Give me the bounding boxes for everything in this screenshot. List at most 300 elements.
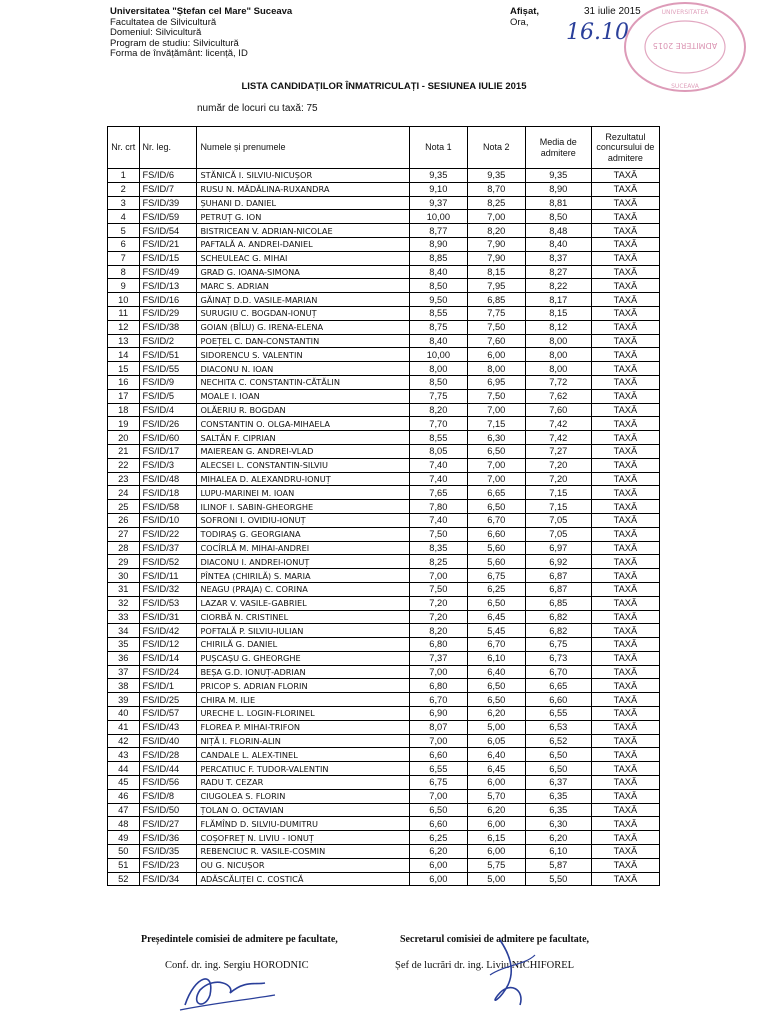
cell-name: NEAGU (PRAJA) C. CORINA — [197, 582, 409, 596]
cell-nota1: 8,90 — [409, 237, 467, 251]
cell-nota2: 6,00 — [467, 845, 525, 859]
table-row — [108, 472, 660, 486]
cell-leg: FS/ID/22 — [139, 527, 197, 541]
cell-result: TAXĂ — [591, 472, 659, 486]
cell-media: 8,15 — [525, 306, 591, 320]
cell-media: 6,35 — [525, 789, 591, 803]
svg-text:UNIVERSITATEA: UNIVERSITATEA — [661, 9, 709, 16]
cell-name: CIORBĂ N. CRISTINEL — [197, 610, 409, 624]
cell-leg: FS/ID/49 — [139, 265, 197, 279]
table-row — [108, 762, 660, 776]
cell-nr: 41 — [108, 720, 140, 734]
cell-nota2: 7,90 — [467, 237, 525, 251]
cell-name: GĂINAȚ D.D. VASILE-MARIAN — [197, 293, 409, 307]
cell-nr: 14 — [108, 348, 140, 362]
cell-name: RUSU N. MĂDĂLINA-RUXANDRA — [197, 182, 409, 196]
cell-nr: 12 — [108, 320, 140, 334]
cell-media: 7,05 — [525, 513, 591, 527]
cell-nota1: 8,40 — [409, 265, 467, 279]
cell-leg: FS/ID/17 — [139, 444, 197, 458]
table-row — [108, 527, 660, 541]
table-row — [108, 182, 660, 196]
cell-leg: FS/ID/59 — [139, 210, 197, 224]
cell-nr: 25 — [108, 500, 140, 514]
cell-nota1: 10,00 — [409, 348, 467, 362]
table-row — [108, 555, 660, 569]
cell-media: 6,92 — [525, 555, 591, 569]
cell-result: TAXĂ — [591, 169, 659, 183]
cell-result: TAXĂ — [591, 265, 659, 279]
cell-media: 7,27 — [525, 444, 591, 458]
cell-result: TAXĂ — [591, 334, 659, 348]
cell-leg: FS/ID/1 — [139, 679, 197, 693]
table-row — [108, 169, 660, 183]
cell-nr: 45 — [108, 776, 140, 790]
cell-name: TODIRAȘ G. GEORGIANA — [197, 527, 409, 541]
cell-nr: 46 — [108, 789, 140, 803]
cell-leg: FS/ID/34 — [139, 872, 197, 886]
cell-leg: FS/ID/29 — [139, 306, 197, 320]
cell-name: RADU T. CEZAR — [197, 776, 409, 790]
cell-nr: 32 — [108, 596, 140, 610]
cell-media: 9,35 — [525, 169, 591, 183]
table-row — [108, 610, 660, 624]
cell-result: TAXĂ — [591, 293, 659, 307]
cell-nota1: 7,00 — [409, 789, 467, 803]
cell-leg: FS/ID/26 — [139, 417, 197, 431]
cell-leg: FS/ID/60 — [139, 431, 197, 445]
cell-result: TAXĂ — [591, 279, 659, 293]
table-row — [108, 486, 660, 500]
cell-result: TAXĂ — [591, 196, 659, 210]
cell-name: ȘUHANI D. DANIEL — [197, 196, 409, 210]
cell-nr: 51 — [108, 858, 140, 872]
cell-nota2: 6,50 — [467, 596, 525, 610]
cell-result: TAXĂ — [591, 500, 659, 514]
cell-nr: 1 — [108, 169, 140, 183]
table-row — [108, 638, 660, 652]
cell-name: BEȘA G.D. IONUȚ-ADRIAN — [197, 665, 409, 679]
table-row — [108, 845, 660, 859]
cell-name: PUȘCAȘU G. GHEORGHE — [197, 651, 409, 665]
col-header-name: Numele și prenumele — [197, 127, 409, 169]
table-row — [108, 624, 660, 638]
cell-name: SIDORENCU S. VALENTIN — [197, 348, 409, 362]
cell-leg: FS/ID/21 — [139, 237, 197, 251]
table-row — [108, 362, 660, 376]
table-row — [108, 320, 660, 334]
cell-media: 6,87 — [525, 582, 591, 596]
cell-leg: FS/ID/7 — [139, 182, 197, 196]
table-row — [108, 693, 660, 707]
cell-name: CONSTANTIN O. OLGA-MIHAELA — [197, 417, 409, 431]
cell-result: TAXĂ — [591, 858, 659, 872]
cell-nota1: 6,90 — [409, 707, 467, 721]
cell-nota2: 6,10 — [467, 651, 525, 665]
cell-result: TAXĂ — [591, 251, 659, 265]
cell-leg: FS/ID/15 — [139, 251, 197, 265]
table-row — [108, 651, 660, 665]
cell-nota1: 6,60 — [409, 817, 467, 831]
cell-media: 8,37 — [525, 251, 591, 265]
cell-leg: FS/ID/5 — [139, 389, 197, 403]
cell-name: PRICOP S. ADRIAN FLORIN — [197, 679, 409, 693]
cell-nr: 44 — [108, 762, 140, 776]
cell-nota1: 9,10 — [409, 182, 467, 196]
cell-nota2: 8,70 — [467, 182, 525, 196]
cell-leg: FS/ID/32 — [139, 582, 197, 596]
cell-nota1: 6,50 — [409, 803, 467, 817]
table-row — [108, 431, 660, 445]
cell-result: TAXĂ — [591, 486, 659, 500]
cell-leg: FS/ID/13 — [139, 279, 197, 293]
cell-nr: 11 — [108, 306, 140, 320]
time-label: Ora, — [510, 16, 529, 28]
cell-media: 5,50 — [525, 872, 591, 886]
cell-nota1: 6,60 — [409, 748, 467, 762]
president-signature — [175, 955, 285, 1015]
cell-media: 6,53 — [525, 720, 591, 734]
cell-nota2: 6,20 — [467, 803, 525, 817]
table-row — [108, 831, 660, 845]
cell-name: NIȚĂ I. FLORIN-ALIN — [197, 734, 409, 748]
cell-result: TAXĂ — [591, 320, 659, 334]
cell-leg: FS/ID/3 — [139, 458, 197, 472]
cell-leg: FS/ID/39 — [139, 196, 197, 210]
cell-name: DIACONU N. IOAN — [197, 362, 409, 376]
cell-nota1: 8,05 — [409, 444, 467, 458]
university-name: Universitatea "Ștefan cel Mare" Suceava — [110, 6, 293, 17]
cell-nota2: 6,65 — [467, 486, 525, 500]
cell-result: TAXĂ — [591, 458, 659, 472]
cell-name: POFTALĂ P. SILVIU-IULIAN — [197, 624, 409, 638]
cell-name: CHIRA M. ILIE — [197, 693, 409, 707]
cell-nota1: 6,55 — [409, 762, 467, 776]
cell-nota1: 9,35 — [409, 169, 467, 183]
cell-nr: 7 — [108, 251, 140, 265]
cell-nota1: 6,00 — [409, 858, 467, 872]
cell-result: TAXĂ — [591, 362, 659, 376]
cell-nota2: 6,70 — [467, 513, 525, 527]
table-row — [108, 265, 660, 279]
cell-leg: FS/ID/12 — [139, 638, 197, 652]
cell-name: URECHE L. LOGIN-FLORINEL — [197, 707, 409, 721]
col-header-nr: Nr. crt — [108, 127, 140, 169]
cell-leg: FS/ID/48 — [139, 472, 197, 486]
cell-nota1: 7,65 — [409, 486, 467, 500]
cell-name: MIHALEA D. ALEXANDRU-IONUȚ — [197, 472, 409, 486]
cell-media: 8,81 — [525, 196, 591, 210]
cell-media: 6,52 — [525, 734, 591, 748]
cell-media: 6,70 — [525, 665, 591, 679]
cell-nr: 10 — [108, 293, 140, 307]
cell-result: TAXĂ — [591, 762, 659, 776]
cell-nota1: 9,37 — [409, 196, 467, 210]
cell-nota1: 6,25 — [409, 831, 467, 845]
cell-media: 8,22 — [525, 279, 591, 293]
cell-nota2: 5,00 — [467, 720, 525, 734]
cell-media: 8,27 — [525, 265, 591, 279]
table-row — [108, 734, 660, 748]
svg-text:SUCEAVA: SUCEAVA — [671, 83, 699, 90]
col-header-media: Media de admitere — [525, 127, 591, 169]
table-row — [108, 279, 660, 293]
cell-nr: 17 — [108, 389, 140, 403]
cell-media: 6,10 — [525, 845, 591, 859]
cell-nota1: 7,00 — [409, 569, 467, 583]
cell-nr: 22 — [108, 458, 140, 472]
cell-nr: 15 — [108, 362, 140, 376]
cell-nota2: 6,50 — [467, 444, 525, 458]
cell-nota2: 5,60 — [467, 555, 525, 569]
cell-nota2: 6,00 — [467, 348, 525, 362]
cell-leg: FS/ID/23 — [139, 858, 197, 872]
cell-nota2: 6,45 — [467, 762, 525, 776]
cell-nota1: 6,00 — [409, 872, 467, 886]
handwritten-time: 16.10 — [566, 20, 629, 45]
cell-media: 6,50 — [525, 748, 591, 762]
cell-media: 6,85 — [525, 596, 591, 610]
document-title: LISTA CANDIDAȚILOR ÎNMATRICULAȚI - SESIUNEA IULIE 2015 — [241, 81, 527, 92]
cell-name: COȘOFREȚ N. LIVIU - IONUȚ — [197, 831, 409, 845]
cell-name: DIACONU I. ANDREI-IONUȚ — [197, 555, 409, 569]
cell-leg: FS/ID/52 — [139, 555, 197, 569]
cell-leg: FS/ID/16 — [139, 293, 197, 307]
cell-result: TAXĂ — [591, 651, 659, 665]
cell-nota1: 6,70 — [409, 693, 467, 707]
cell-nota2: 8,20 — [467, 224, 525, 238]
cell-nota1: 7,80 — [409, 500, 467, 514]
col-header-result: Rezultatul concursului de admitere — [591, 127, 659, 169]
cell-leg: FS/ID/2 — [139, 334, 197, 348]
secretary-role: Secretarul comisiei de admitere pe facultate, — [400, 934, 590, 945]
cell-media: 5,87 — [525, 858, 591, 872]
cell-nr: 37 — [108, 665, 140, 679]
cell-nota2: 7,90 — [467, 251, 525, 265]
cell-nota2: 7,00 — [467, 210, 525, 224]
col-header-leg: Nr. leg. — [139, 127, 197, 169]
cell-media: 7,20 — [525, 458, 591, 472]
table-row — [108, 513, 660, 527]
cell-nota2: 7,00 — [467, 403, 525, 417]
cell-leg: FS/ID/6 — [139, 169, 197, 183]
cell-name: SCHEULEAC G. MIHAI — [197, 251, 409, 265]
cell-name: OU G. NICUȘOR — [197, 858, 409, 872]
cell-nota1: 7,40 — [409, 472, 467, 486]
cell-nota2: 6,25 — [467, 582, 525, 596]
secretary-name: Șef de lucrări dr. ing. Liviu NICHIFOREL — [395, 960, 575, 971]
cell-nota2: 7,95 — [467, 279, 525, 293]
cell-nota1: 8,55 — [409, 306, 467, 320]
cell-leg: FS/ID/10 — [139, 513, 197, 527]
cell-nota2: 9,35 — [467, 169, 525, 183]
cell-nota2: 7,50 — [467, 320, 525, 334]
cell-name: NECHITA C. CONSTANTIN-CĂTĂLIN — [197, 375, 409, 389]
cell-result: TAXĂ — [591, 444, 659, 458]
cell-media: 6,37 — [525, 776, 591, 790]
cell-media: 8,17 — [525, 293, 591, 307]
cell-leg: FS/ID/38 — [139, 320, 197, 334]
cell-name: PERCATIUC F. TUDOR-VALENTIN — [197, 762, 409, 776]
cell-media: 6,50 — [525, 762, 591, 776]
cell-name: POEȚEL C. DAN-CONSTANTIN — [197, 334, 409, 348]
cell-nr: 23 — [108, 472, 140, 486]
cell-media: 8,40 — [525, 237, 591, 251]
cell-name: ALECSEI L. CONSTANTIN-SILVIU — [197, 458, 409, 472]
cell-nota2: 7,00 — [467, 458, 525, 472]
cell-leg: FS/ID/55 — [139, 362, 197, 376]
cell-name: SOFRONI I. OVIDIU-IONUȚ — [197, 513, 409, 527]
cell-media: 6,35 — [525, 803, 591, 817]
cell-media: 8,00 — [525, 362, 591, 376]
table-row — [108, 334, 660, 348]
cell-media: 6,30 — [525, 817, 591, 831]
cell-leg: FS/ID/43 — [139, 720, 197, 734]
cell-result: TAXĂ — [591, 513, 659, 527]
cell-leg: FS/ID/56 — [139, 776, 197, 790]
cell-result: TAXĂ — [591, 306, 659, 320]
table-row — [108, 665, 660, 679]
cell-media: 6,97 — [525, 541, 591, 555]
cell-result: TAXĂ — [591, 431, 659, 445]
cell-result: TAXĂ — [591, 665, 659, 679]
cell-nr: 3 — [108, 196, 140, 210]
cell-name: GRAD G. IOANA-SIMONA — [197, 265, 409, 279]
cell-media: 6,60 — [525, 693, 591, 707]
cell-nota1: 6,80 — [409, 679, 467, 693]
cell-nota1: 10,00 — [409, 210, 467, 224]
table-row — [108, 817, 660, 831]
cell-leg: FS/ID/27 — [139, 817, 197, 831]
cell-leg: FS/ID/28 — [139, 748, 197, 762]
cell-result: TAXĂ — [591, 417, 659, 431]
cell-nr: 48 — [108, 817, 140, 831]
cell-result: TAXĂ — [591, 348, 659, 362]
table-row — [108, 720, 660, 734]
cell-nota2: 6,95 — [467, 375, 525, 389]
cell-nota2: 7,00 — [467, 472, 525, 486]
cell-nr: 52 — [108, 872, 140, 886]
cell-result: TAXĂ — [591, 610, 659, 624]
cell-nota1: 8,50 — [409, 279, 467, 293]
cell-nota2: 5,60 — [467, 541, 525, 555]
cell-nr: 31 — [108, 582, 140, 596]
cell-media: 6,65 — [525, 679, 591, 693]
cell-result: TAXĂ — [591, 679, 659, 693]
cell-nota1: 7,00 — [409, 665, 467, 679]
cell-nr: 9 — [108, 279, 140, 293]
cell-nota1: 6,75 — [409, 776, 467, 790]
table-row — [108, 389, 660, 403]
table-header-row — [108, 127, 660, 169]
cell-nota1: 8,85 — [409, 251, 467, 265]
cell-media: 6,82 — [525, 610, 591, 624]
cell-name: CANDALE L. ALEX-TINEL — [197, 748, 409, 762]
cell-media: 6,73 — [525, 651, 591, 665]
cell-nr: 40 — [108, 707, 140, 721]
cell-nota2: 7,60 — [467, 334, 525, 348]
cell-result: TAXĂ — [591, 624, 659, 638]
cell-name: MAIEREAN G. ANDREI-VLAD — [197, 444, 409, 458]
cell-media: 6,87 — [525, 569, 591, 583]
table-row — [108, 251, 660, 265]
cell-nota1: 7,00 — [409, 734, 467, 748]
cell-media: 7,15 — [525, 486, 591, 500]
svg-text:ADMITERE 2015: ADMITERE 2015 — [652, 41, 718, 50]
cell-media: 7,15 — [525, 500, 591, 514]
cell-leg: FS/ID/25 — [139, 693, 197, 707]
table-row — [108, 210, 660, 224]
program-line: Program de studiu: Silvicultură — [110, 37, 239, 49]
cell-nr: 13 — [108, 334, 140, 348]
cell-name: CHIRILĂ G. DANIEL — [197, 638, 409, 652]
cell-result: TAXĂ — [591, 224, 659, 238]
cell-nota1: 8,35 — [409, 541, 467, 555]
posted-label: Afișat, — [510, 6, 540, 17]
cell-nr: 36 — [108, 651, 140, 665]
cell-leg: FS/ID/58 — [139, 500, 197, 514]
cell-nr: 43 — [108, 748, 140, 762]
table-row — [108, 348, 660, 362]
table-row — [108, 582, 660, 596]
cell-media: 6,20 — [525, 831, 591, 845]
cell-leg: FS/ID/8 — [139, 789, 197, 803]
cell-nota2: 6,40 — [467, 748, 525, 762]
cell-nota1: 7,50 — [409, 527, 467, 541]
cell-leg: FS/ID/54 — [139, 224, 197, 238]
cell-media: 7,20 — [525, 472, 591, 486]
cell-nota1: 8,25 — [409, 555, 467, 569]
table-row — [108, 789, 660, 803]
cell-leg: FS/ID/51 — [139, 348, 197, 362]
cell-nr: 33 — [108, 610, 140, 624]
president-role: Președintele comisiei de admitere pe facultate, — [141, 934, 338, 945]
cell-result: TAXĂ — [591, 582, 659, 596]
cell-result: TAXĂ — [591, 389, 659, 403]
cell-media: 8,00 — [525, 334, 591, 348]
cell-media: 7,60 — [525, 403, 591, 417]
table-row — [108, 237, 660, 251]
cell-leg: FS/ID/11 — [139, 569, 197, 583]
cell-nota1: 7,40 — [409, 513, 467, 527]
table-row — [108, 458, 660, 472]
cell-nr: 2 — [108, 182, 140, 196]
study-form-line: Forma de învățământ: licență, ID — [110, 48, 248, 59]
cell-nr: 28 — [108, 541, 140, 555]
cell-nota2: 6,75 — [467, 569, 525, 583]
cell-nr: 29 — [108, 555, 140, 569]
cell-nota2: 7,50 — [467, 389, 525, 403]
cell-result: TAXĂ — [591, 789, 659, 803]
cell-result: TAXĂ — [591, 403, 659, 417]
table-body — [108, 169, 660, 886]
cell-nr: 35 — [108, 638, 140, 652]
cell-result: TAXĂ — [591, 720, 659, 734]
cell-nr: 21 — [108, 444, 140, 458]
cell-nota2: 6,00 — [467, 776, 525, 790]
cell-nr: 50 — [108, 845, 140, 859]
table-row — [108, 569, 660, 583]
cell-nr: 8 — [108, 265, 140, 279]
cell-nr: 5 — [108, 224, 140, 238]
cell-media: 7,72 — [525, 375, 591, 389]
cell-media: 7,05 — [525, 527, 591, 541]
cell-nota2: 6,00 — [467, 817, 525, 831]
cell-nota1: 8,20 — [409, 403, 467, 417]
cell-leg: FS/ID/36 — [139, 831, 197, 845]
cell-name: SALTĂN F. CIPRIAN — [197, 431, 409, 445]
document-header — [110, 7, 292, 60]
